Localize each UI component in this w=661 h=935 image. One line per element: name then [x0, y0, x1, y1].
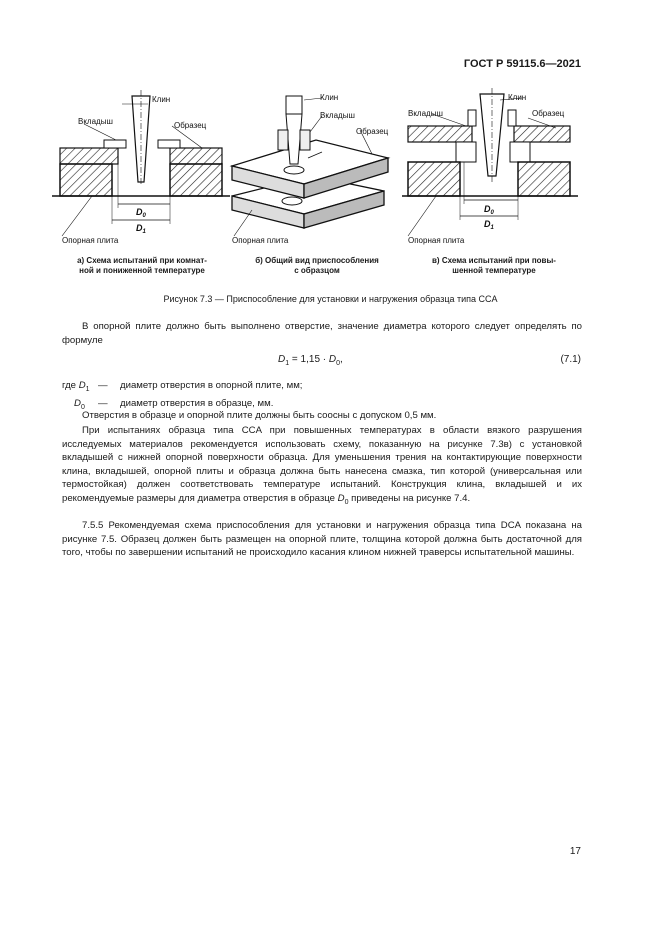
formula-number: (7.1) [560, 354, 581, 365]
label-wedge-a: Клин [152, 95, 171, 104]
paragraph-high-temperature: При испытаниях образца типа CCA при повышенных температурах в области вязкого разрушения исследуемых материалов рекомендуется использовать схему, показанную на рисунке 7.3в) с установкой вкладышей с нижней опорной поверхности образца. Для уменьшения трения на контактирующие поверхности клина, вкладышей, опорной плиты и образца должна быть нанесена смазка, тип которой (универсальная или термостойкая) должен соответствовать температуре испытаний. Конструкция клина, вкладышей и их рекомендуемые размеры для диаметра отверстия в образце $D_0$ приведены на рисунке 7.4. [62, 425, 582, 506]
label-specimen-c: Образец [532, 109, 565, 118]
paragraph-coaxial: Отверстия в образце и опорной плите должны быть соосны с допуском 0,5 мм. [82, 410, 437, 421]
definition-d0: $D_0$ — диаметр отверстия в образце, мм. [74, 398, 274, 412]
definition-d1: где $D_1$ — диаметр отверстия в опорной плите, мм; [62, 380, 303, 393]
standard-designation: ГОСТ Р 59115.6—2021 [463, 58, 581, 70]
label-base-plate-c: Опорная плита [408, 236, 465, 245]
caption-a: а) Схема испытаний при комнат- ной и пониженной температуре [77, 256, 207, 275]
figure-7-3 [52, 86, 592, 286]
page-number: 17 [569, 846, 581, 857]
label-insert-b: Вкладыш [320, 111, 355, 120]
figure-title: Рисунок 7.3 — Приспособление для установки и нагружения образца типа CCA [163, 294, 498, 304]
label-specimen-b: Образец [356, 127, 389, 136]
label-d0-a: $D_0$ [136, 207, 146, 219]
label-base-plate-a: Опорная плита [62, 236, 119, 245]
caption-c: в) Схема испытаний при повы- шенной температуре [432, 256, 556, 275]
label-specimen-a: Образец [174, 121, 207, 130]
label-insert-a: Вкладыш [78, 117, 113, 126]
scheme-b [232, 96, 388, 236]
label-d1-a: $D_1$ [136, 223, 146, 235]
label-d1-c: $D_1$ [484, 219, 494, 231]
label-d0-c: $D_0$ [484, 204, 494, 216]
label-wedge-b: Клин [320, 93, 339, 102]
label-base-plate-b: Опорная плита [232, 236, 289, 245]
paragraph-7-5-5: 7.5.5 Рекомендуемая схема приспособления для установки и нагружения образца типа DCA показана на рисунке 7.5. Образец должен быть размещен на опорной плите, толщина которой должна быть достаточной для того, чтобы по завершении испытаний не происходило касания клином нижней траверсы испытательной машины. [62, 520, 582, 558]
formula-expression: $D_1 = 1,15 \cdot D_0$, [278, 354, 343, 367]
label-insert-c: Вкладыш [408, 109, 443, 118]
caption-b: б) Общий вид приспособления с образцом [255, 256, 379, 275]
label-wedge-c: Клин [508, 93, 527, 102]
paragraph-intro: В опорной плите должно быть выполнено отверстие, значение диаметра которого следует определять по формуле [62, 321, 582, 346]
